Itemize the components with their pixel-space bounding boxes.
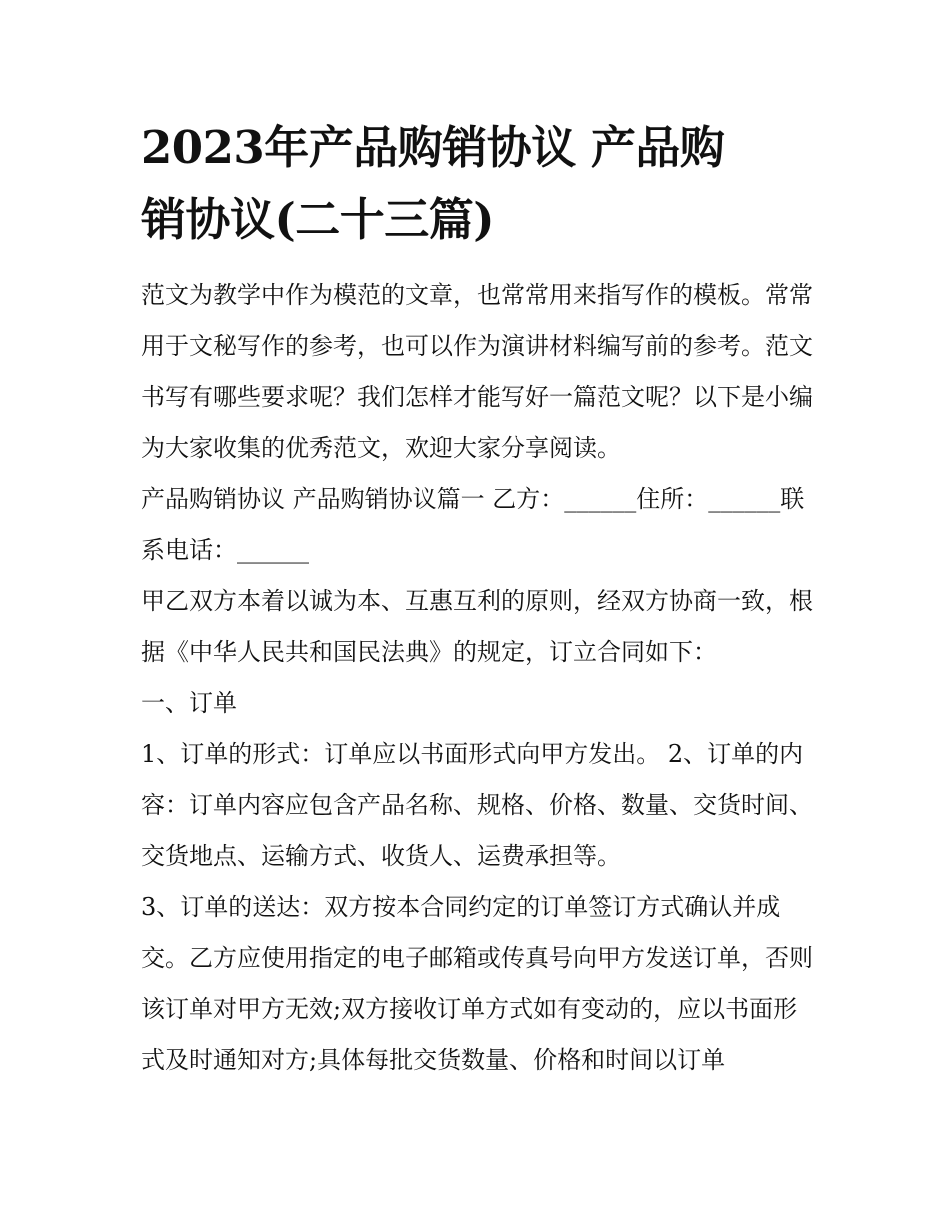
document-body [141,270,813,1086]
order-form-paragraph: 1、订单的形式：订单应以书面形式向甲方发出。 2、订单的内容：订单内容应包含产品名称、规格、价格、数量、交货时间、交货地点、运输方式、收货人、运费承担等。 [141,740,813,870]
title-line-2: 销协议(二十三篇) [141,193,495,246]
order-delivery-paragraph: 3、订单的送达：双方按本合同约定的订单签订方式确认并成交。乙方应使用指定的电子邮箱或传真号向甲方发送订单，否则该订单对甲方无效;双方接收订单方式如有变动的，应以书面形式及时通知对方;具体每批交货数量、价格和时间以订单 [141,893,813,1074]
document-content [141,112,813,1086]
title-line-1: 2023年产品购销协议 产品购 [141,121,725,174]
document-title [141,112,813,256]
intro-paragraph: 范文为教学中作为模范的文章，也常常用来指写作的模板。常常用于文秘写作的参考，也可以作为演讲材料编写前的参考。范文书写有哪些要求呢？我们怎样才能写好一篇范文呢？以下是小编为大家收集的优秀范文，欢迎大家分享阅读。 [141,281,813,462]
section-heading-order: 一、订单 [141,689,237,717]
party-info-paragraph: 产品购销协议 产品购销协议篇一 乙方：______住所：______联系电话：______ [141,485,805,564]
principle-paragraph: 甲乙双方本着以诚为本、互惠互利的原则，经双方协商一致，根据《中华人民共和国民法典》的规定，订立合同如下： [141,587,813,666]
